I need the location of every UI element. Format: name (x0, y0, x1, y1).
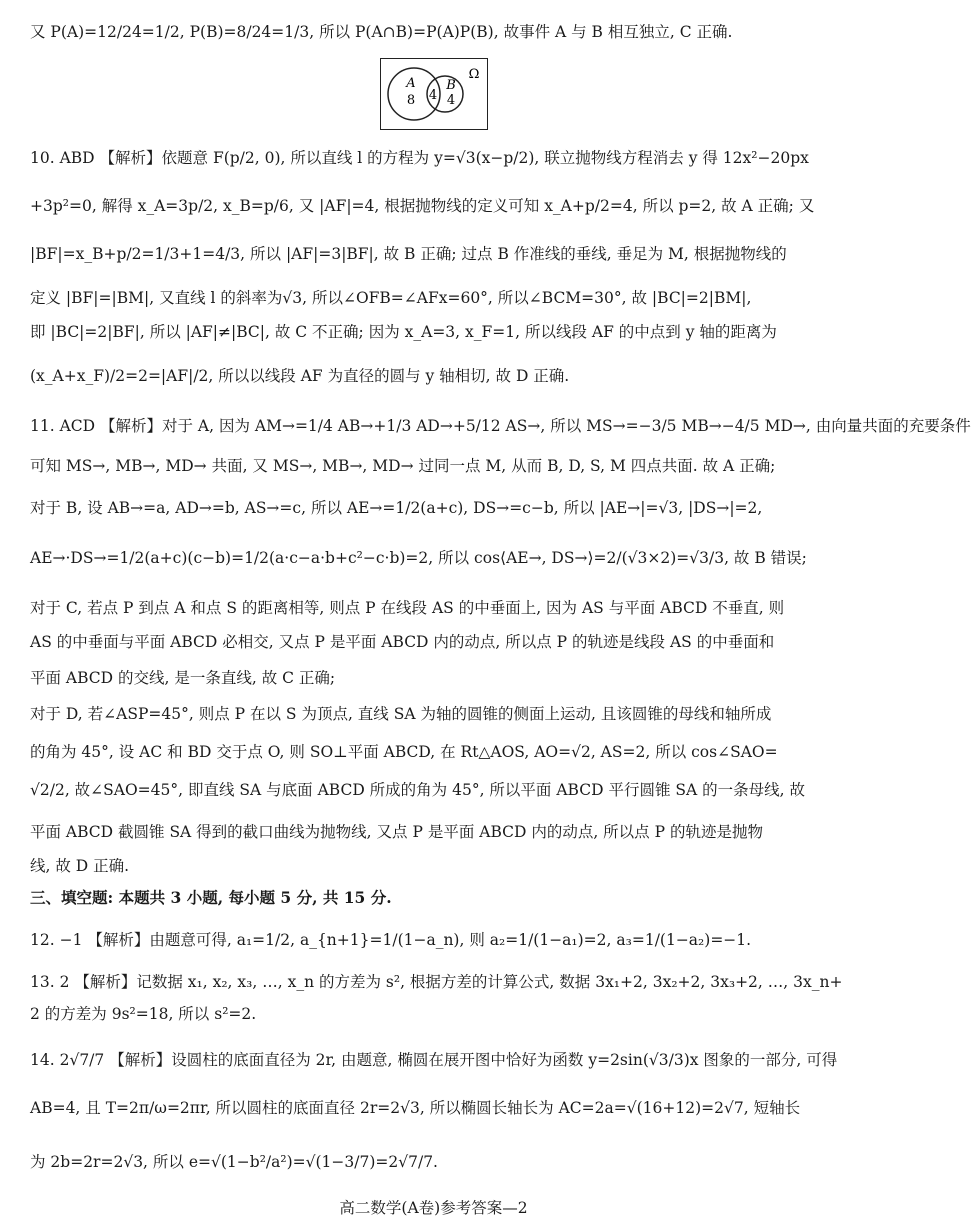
text-line: 对于 C, 若点 P 到点 A 和点 S 的距离相等, 则点 P 在线段 AS 的中垂面上, 因为 AS 与平面 ABCD 不垂直, 则 (30, 599, 785, 617)
text-line: 为 2b=2r=2√3, 所以 e=√(1−b²/a²)=√(1−3/7)=2√7/7. (30, 1153, 438, 1171)
text-line: 11. ACD 【解析】对于 A, 因为 AM→=1/4 AB→+1/3 AD→+5/12 AS→, 所以 MS→=−3/5 MB→−4/5 MD→, 由向量共面的充要条件 (30, 417, 971, 435)
venn-diagram (380, 58, 488, 130)
venn-label-a: A (406, 76, 416, 91)
text-line: 12. −1 【解析】由题意可得, a₁=1/2, a_{n+1}=1/(1−a_n), 则 a₂=1/(1−a₁)=2, a₃=1/(1−a₂)=−1. (30, 931, 752, 949)
text-line: 10. ABD 【解析】依题意 F(p/2, 0), 所以直线 l 的方程为 y=√3(x−p/2), 联立抛物线方程消去 y 得 12x²−20px (30, 149, 809, 167)
text-line: 即 |BC|=2|BF|, 所以 |AF|≠|BC|, 故 C 不正确; 因为 x_A=3, x_F=1, 所以线段 AF 的中点到 y 轴的距离为 (30, 323, 777, 341)
text-line: AB=4, 且 T=2π/ω=2πr, 所以圆柱的底面直径 2r=2√3, 所以椭圆长轴长为 AC=2a=√(16+12)=2√7, 短轴长 (30, 1099, 801, 1117)
text-line: |BF|=x_B+p/2=1/3+1=4/3, 所以 |AF|=3|BF|, 故 B 正确; 过点 B 作准线的垂线, 垂足为 M, 根据抛物线的 (30, 245, 787, 263)
page-footer: 高二数学(A卷)参考答案—2 (339, 1199, 528, 1217)
text-line: √2/2, 故∠SAO=45°, 即直线 SA 与底面 ABCD 所成的角为 45°, 所以平面 ABCD 平行圆锥 SA 的一条母线, 故 (30, 781, 805, 799)
text-line: (x_A+x_F)/2=2=|AF|/2, 所以以线段 AF 为直径的圆与 y 轴相切, 故 D 正确. (30, 367, 570, 385)
text-line: +3p²=0, 解得 x_A=3p/2, x_B=p/6, 又 |AF|=4, 根据抛物线的定义可知 x_A+p/2=4, 所以 p=2, 故 A 正确; 又 (30, 197, 815, 215)
venn-omega: Ω (468, 67, 480, 82)
venn-label-b: B (446, 78, 456, 93)
text-line: 可知 MS→, MB→, MD→ 共面, 又 MS→, MB→, MD→ 过同一点 M, 从而 B, D, S, M 四点共面. 故 A 正确; (30, 457, 776, 475)
text-line: 平面 ABCD 的交线, 是一条直线, 故 C 正确; (30, 669, 336, 687)
text-line: 又 P(A)=12/24=1/2, P(B)=8/24=1/3, 所以 P(A∩B)=P(A)P(B), 故事件 A 与 B 相互独立, C 正确. (30, 23, 733, 41)
text-line: 平面 ABCD 截圆锥 SA 得到的截口曲线为抛物线, 又点 P 是平面 ABCD 内的动点, 所以点 P 的轨迹是抛物 (30, 823, 763, 841)
text-line: AE→·DS→=1/2(a+c)(c−b)=1/2(a·c−a·b+c²−c·b)=2, 所以 cos⟨AE→, DS→⟩=2/(√3×2)=√3/3, 故 B 错误; (30, 549, 807, 567)
text-line: 13. 2 【解析】记数据 x₁, x₂, x₃, …, x_n 的方差为 s², 根据方差的计算公式, 数据 3x₁+2, 3x₂+2, 3x₃+2, …, 3x_n+ (30, 973, 843, 991)
venn-value-a: 8 (406, 93, 416, 108)
text-line: 对于 D, 若∠ASP=45°, 则点 P 在以 S 为顶点, 直线 SA 为轴的圆锥的侧面上运动, 且该圆锥的母线和轴所成 (30, 705, 772, 723)
text-line: 三、填空题: 本题共 3 小题, 每小题 5 分, 共 15 分. (30, 888, 392, 907)
text-line: 14. 2√7/7 【解析】设圆柱的底面直径为 2r, 由题意, 椭圆在展开图中恰好为函数 y=2sin(√3/3)x 图象的一部分, 可得 (30, 1051, 838, 1069)
venn-value-b: 4 (446, 93, 456, 108)
text-line: 线, 故 D 正确. (30, 857, 130, 875)
venn-value-ab: 4 (428, 88, 438, 103)
text-line: 2 的方差为 9s²=18, 所以 s²=2. (30, 1005, 257, 1023)
text-line: 定义 |BF|=|BM|, 又直线 l 的斜率为√3, 所以∠OFB=∠AFx=60°, 所以∠BCM=30°, 故 |BC|=2|BM|, (30, 289, 752, 307)
text-line: AS 的中垂面与平面 ABCD 必相交, 又点 P 是平面 ABCD 内的动点, 所以点 P 的轨迹是线段 AS 的中垂面和 (30, 633, 775, 651)
text-line: 对于 B, 设 AB→=a, AD→=b, AS→=c, 所以 AE→=1/2(a+c), DS→=c−b, 所以 |AE→|=√3, |DS→|=2, (30, 499, 763, 517)
text-line: 的角为 45°, 设 AC 和 BD 交于点 O, 则 SO⊥平面 ABCD, 在 Rt△AOS, AO=√2, AS=2, 所以 cos∠SAO= (30, 743, 778, 761)
